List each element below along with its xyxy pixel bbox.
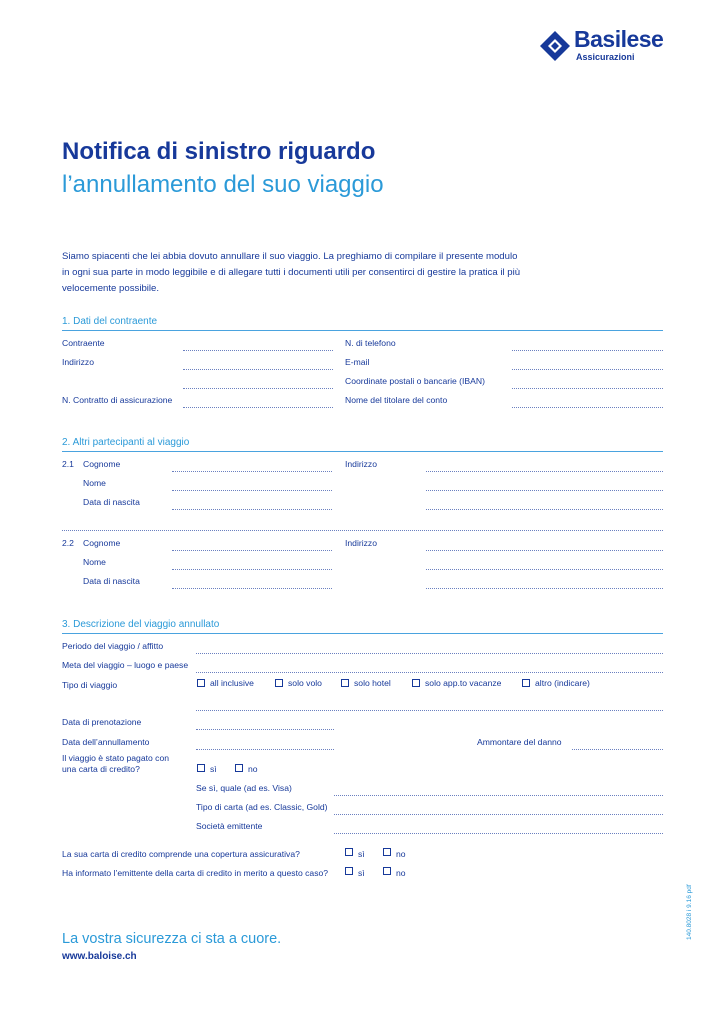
visa-label: Se sì, quale (ad es. Visa) [196,783,292,793]
tipo-altro-label: altro (indicare) [535,678,590,688]
tipo-all-inclusive-label: all inclusive [210,678,254,688]
indirizzo-field[interactable] [183,369,333,370]
intro-line: in ogni sua parte in modo leggibile e di allegare tutti i documenti utili per consentirci di gestire la pratica il più [62,267,521,278]
section-divider [62,633,663,634]
section-1-heading: 1. Dati del contraente [62,316,158,327]
tipo-solo-hotel-checkbox[interactable] [341,679,349,687]
prenotazione-label: Data di prenotazione [62,717,142,727]
tipo-carta-field[interactable] [334,814,663,815]
prenotazione-field[interactable] [196,729,334,730]
tipo-solo-volo-checkbox[interactable] [275,679,283,687]
participant-2-cognome-label: Cognome [83,538,121,548]
visa-field[interactable] [334,795,663,796]
participant-1-nascita-label: Data di nascita [83,497,140,507]
tipo-all-inclusive-checkbox[interactable] [197,679,205,687]
tipo-solo-hotel-label: solo hotel [354,678,391,688]
contraente-field[interactable] [183,350,333,351]
contraente-label: Contraente [62,338,105,348]
tipo-altro-checkbox[interactable] [522,679,530,687]
iban-field[interactable] [512,388,663,389]
participant-2-indirizzo-field[interactable] [426,550,663,551]
informato-no-label: no [396,868,406,878]
document-code: 140.8028 i 9.16 pdf [686,884,693,940]
tipo-carta-label: Tipo di carta (ad es. Classic, Gold) [196,802,328,812]
participant-1-cognome-label: Cognome [83,459,121,469]
participant-1-nascita-field[interactable] [172,509,332,510]
participant-separator [62,530,663,531]
section-2-heading: 2. Altri partecipanti al viaggio [62,437,190,448]
contratto-label: N. Contratto di assicurazione [62,395,173,405]
participant-1-indirizzo-field-3[interactable] [426,509,663,510]
pagato-no-checkbox[interactable] [235,764,243,772]
tipo-altro-field[interactable] [196,710,663,711]
titolare-label: Nome del titolare del conto [345,395,448,405]
intro-line: Siamo spiacenti che lei abbia dovuto annullare il suo viaggio. La preghiamo di compilare il presente modulo [62,251,518,262]
informato-no-checkbox[interactable] [383,867,391,875]
section-3-heading: 3. Descrizione del viaggio annullato [62,619,220,630]
annullamento-field[interactable] [196,749,334,750]
participant-1-indirizzo-label: Indirizzo [345,459,377,469]
tipo-solo-appartamento-checkbox[interactable] [412,679,420,687]
logo-sub: Assicurazioni [576,52,635,62]
titolare-field[interactable] [512,407,663,408]
societa-field[interactable] [334,833,663,834]
tipo-solo-volo-label: solo volo [288,678,322,688]
participant-2-nascita-label: Data di nascita [83,576,140,586]
contratto-field[interactable] [183,407,333,408]
participant-1-cognome-field[interactable] [172,471,332,472]
informato-question: Ha informato l’emittente della carta di credito in merito a questo caso? [62,868,329,878]
ammontare-label: Ammontare del danno [477,737,562,747]
copertura-no-label: no [396,849,406,859]
participant-2-indirizzo-field-2[interactable] [426,569,663,570]
logo-name: Basilese [574,26,664,52]
intro-line: velocemente possibile. [62,283,160,294]
telefono-field[interactable] [512,350,663,351]
tipo-solo-appartamento-label: solo app.to vacanze [425,678,502,688]
periodo-field[interactable] [196,653,663,654]
pagato-si-checkbox[interactable] [197,764,205,772]
iban-label: Coordinate postali o bancarie (IBAN) [345,376,485,386]
participant-2-nascita-field[interactable] [172,588,332,589]
participant-2-cognome-field[interactable] [172,550,332,551]
participant-2-number: 2.2 [62,538,74,548]
email-field[interactable] [512,369,663,370]
ammontare-field[interactable] [572,749,663,750]
periodo-label: Periodo del viaggio / affitto [62,641,164,651]
indirizzo-label: Indirizzo [62,357,94,367]
societa-label: Società emittente [196,821,263,831]
footer-url[interactable]: www.baloise.ch [62,951,137,962]
copertura-question: La sua carta di credito comprende una copertura assicurativa? [62,849,300,859]
tipo-label: Tipo di viaggio [62,680,118,690]
copertura-si-label: sì [358,849,365,859]
participant-1-nome-field[interactable] [172,490,332,491]
section-divider [62,451,663,452]
email-label: E-mail [345,357,370,367]
pagato-no-label: no [248,764,258,774]
participant-2-indirizzo-field-3[interactable] [426,588,663,589]
indirizzo-field-2[interactable] [183,388,333,389]
intro-text [62,249,520,297]
title-line-2: l’annullamento del suo viaggio [62,171,384,198]
informato-si-label: sì [358,868,365,878]
page-title [62,136,384,202]
participant-2-indirizzo-label: Indirizzo [345,538,377,548]
pagato-label-line-2: una carta di credito? [62,764,140,774]
telefono-label: N. di telefono [345,338,396,348]
footer-slogan: La vostra sicurezza ci sta a cuore. [62,931,282,947]
participant-2-nome-field[interactable] [172,569,332,570]
copertura-no-checkbox[interactable] [383,848,391,856]
section-divider [62,330,663,331]
participant-2-nome-label: Nome [83,557,106,567]
pagato-si-label: sì [210,764,217,774]
participant-1-indirizzo-field-2[interactable] [426,490,663,491]
copertura-si-checkbox[interactable] [345,848,353,856]
company-logo [538,28,683,64]
informato-si-checkbox[interactable] [345,867,353,875]
meta-label: Meta del viaggio – luogo e paese [62,660,189,670]
diamond-logo-icon [538,29,572,63]
participant-1-nome-label: Nome [83,478,106,488]
title-line-1: Notifica di sinistro riguardo [62,138,376,165]
annullamento-label: Data dell’annullamento [62,737,150,747]
meta-field[interactable] [196,672,663,673]
participant-1-number: 2.1 [62,459,74,469]
pagato-label-line-1: Il viaggio è stato pagato con [62,753,170,763]
participant-1-indirizzo-field[interactable] [426,471,663,472]
